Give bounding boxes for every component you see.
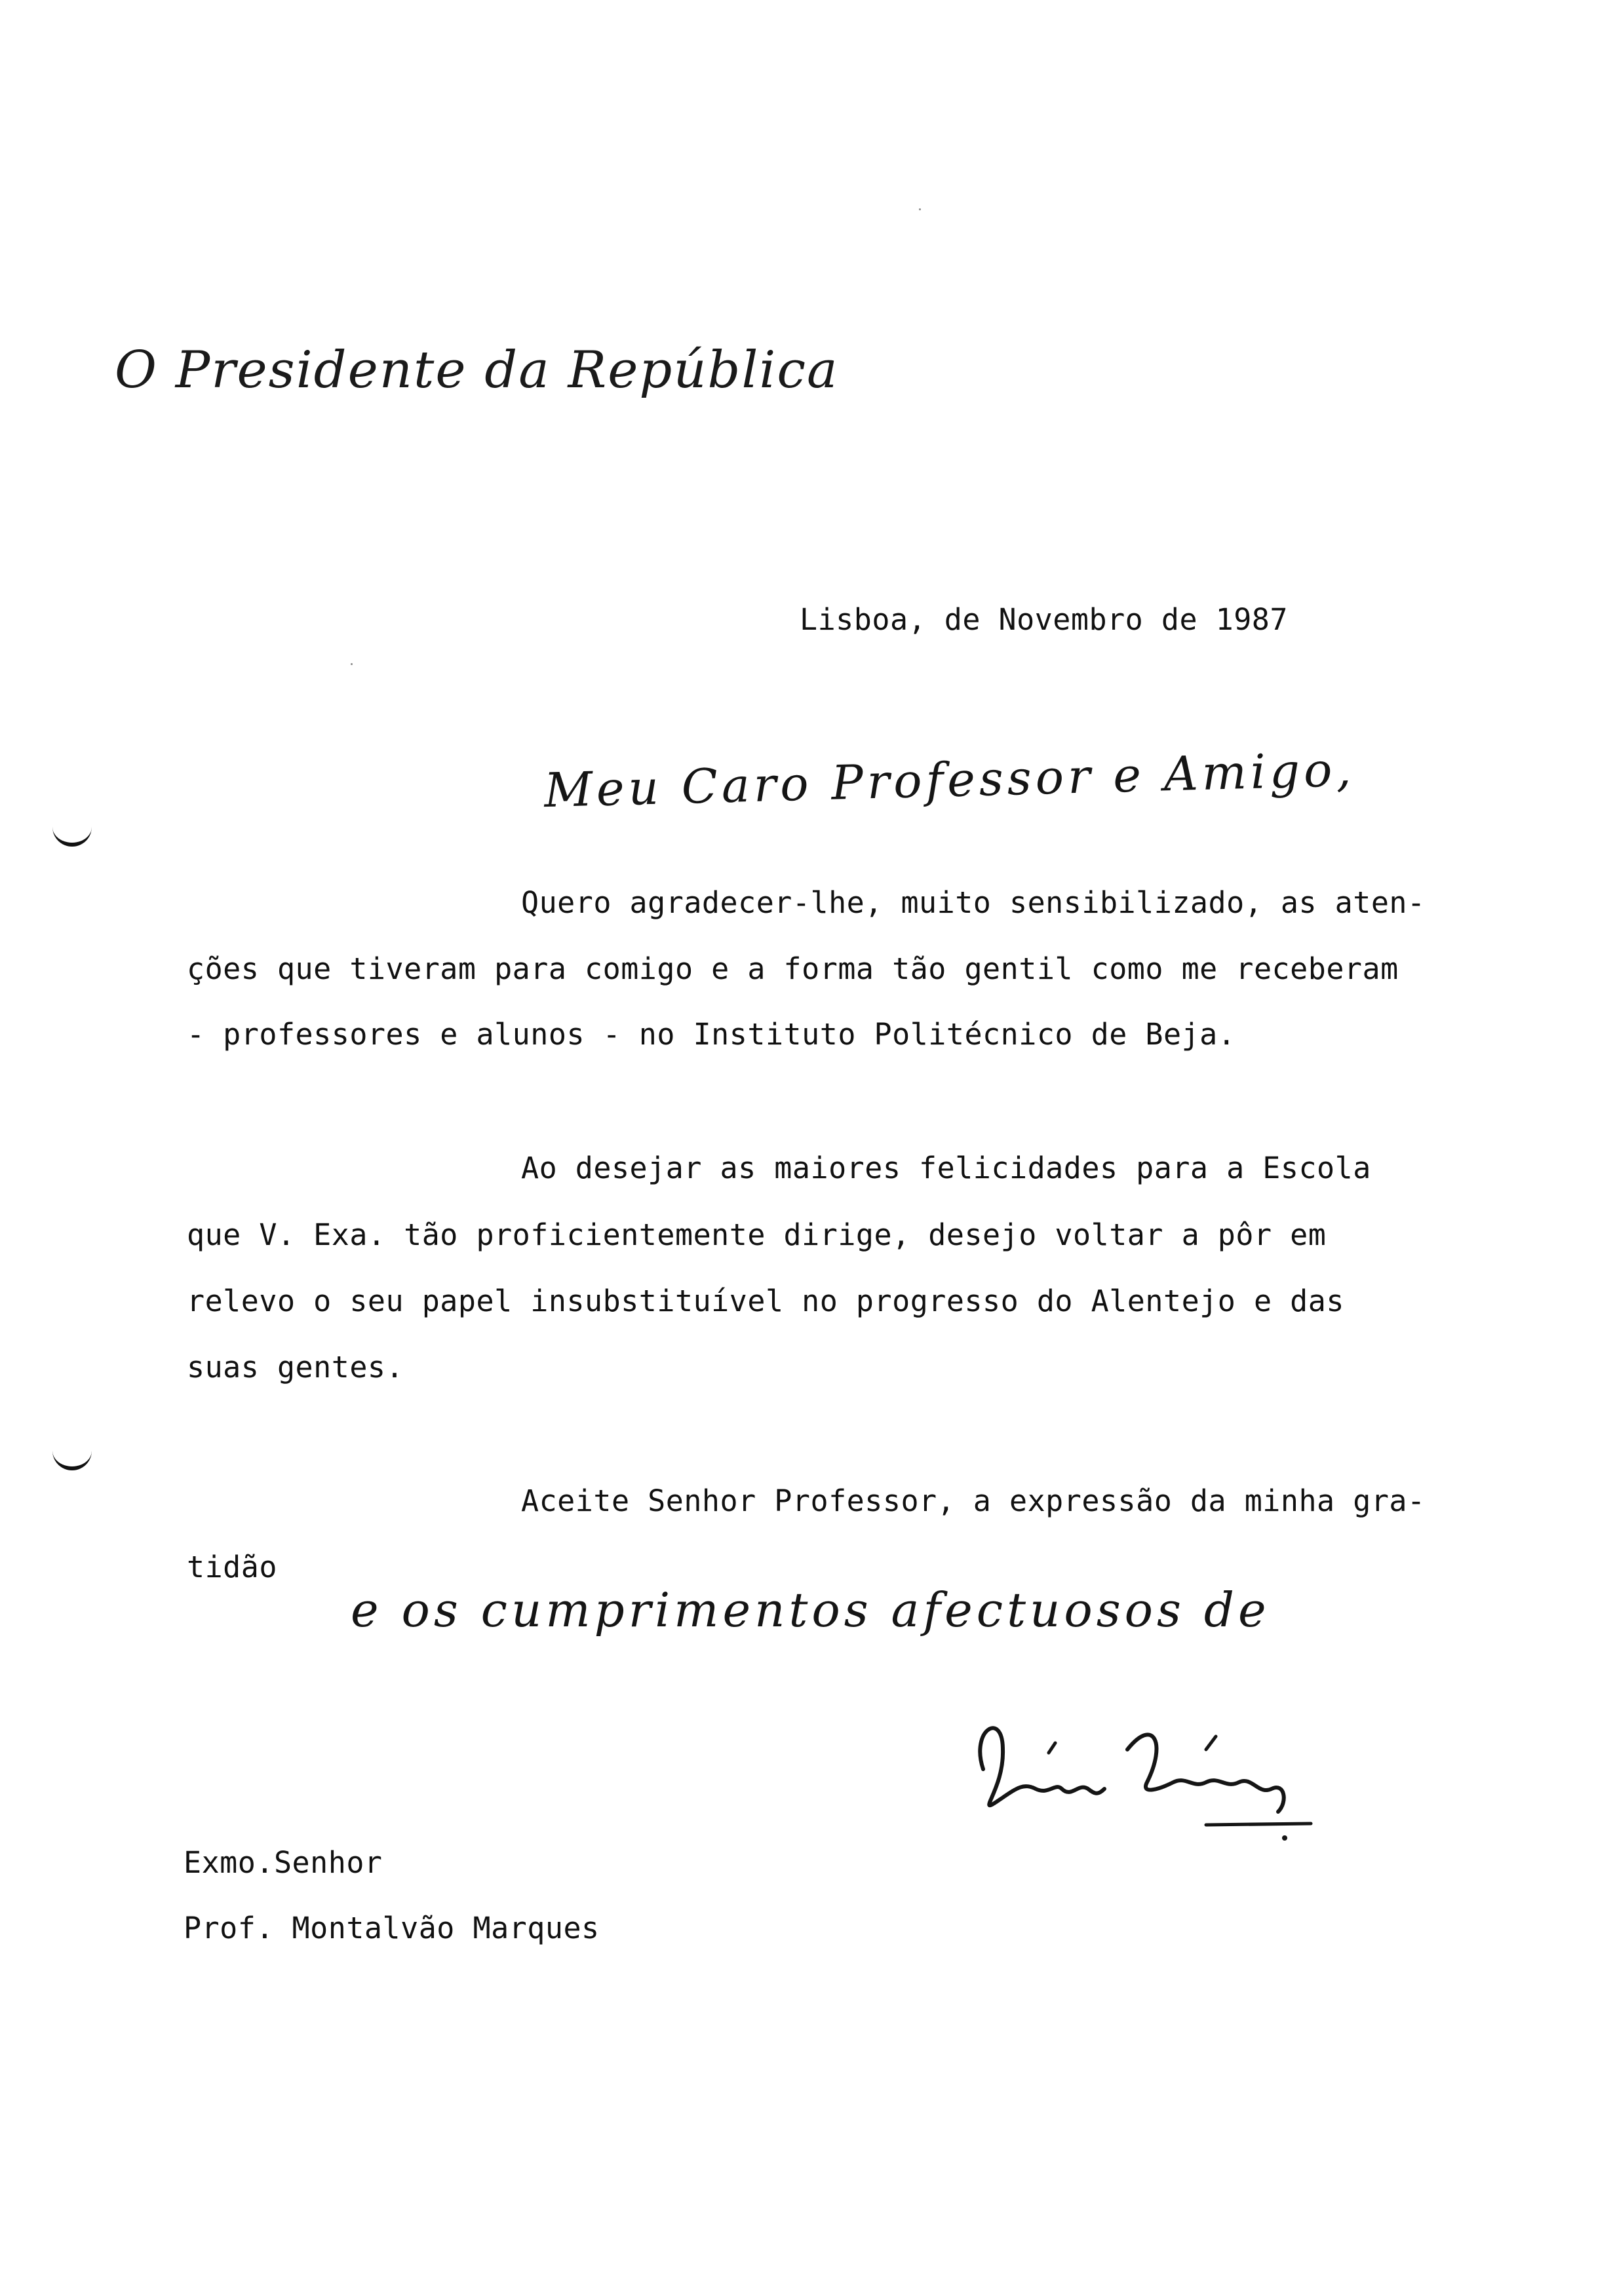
- punch-hole-mark: [52, 824, 92, 847]
- scan-speck: [351, 663, 353, 665]
- date-line: Lisboa, de Novembro de 1987: [800, 602, 1288, 637]
- signature: [957, 1691, 1324, 1848]
- handwritten-closing: e os cumprimentos afectuosos de: [351, 1582, 1270, 1637]
- body-line: Aceite Senhor Professor, a expressão da minha gra-: [521, 1483, 1426, 1518]
- body-line: tidão: [187, 1550, 277, 1584]
- addressee-line-2: Prof. Montalvão Marques: [184, 1911, 600, 1945]
- punch-hole-mark: [52, 1448, 92, 1470]
- addressee-line-1: Exmo.Senhor: [184, 1845, 383, 1880]
- body-line: ções que tiveram para comigo e a forma tão gentil como me receberam: [187, 951, 1399, 986]
- scan-speck: [919, 208, 921, 210]
- body-line: Ao desejar as maiores felicidades para a Escola: [521, 1151, 1371, 1185]
- body-line: Quero agradecer-lhe, muito sensibilizado, as aten-: [521, 885, 1426, 920]
- body-line: que V. Exa. tão proficientemente dirige, desejo voltar a pôr em: [187, 1217, 1327, 1252]
- body-line: suas gentes.: [187, 1350, 404, 1385]
- body-line: relevo o seu papel insubstituível no progresso do Alentejo e das: [187, 1284, 1344, 1318]
- letterhead-title: O Presidente da República: [115, 341, 839, 400]
- body-line: - professores e alunos - no Instituto Politécnico de Beja.: [187, 1017, 1236, 1052]
- handwritten-salutation: Meu Caro Professor e Amigo,: [543, 741, 1356, 818]
